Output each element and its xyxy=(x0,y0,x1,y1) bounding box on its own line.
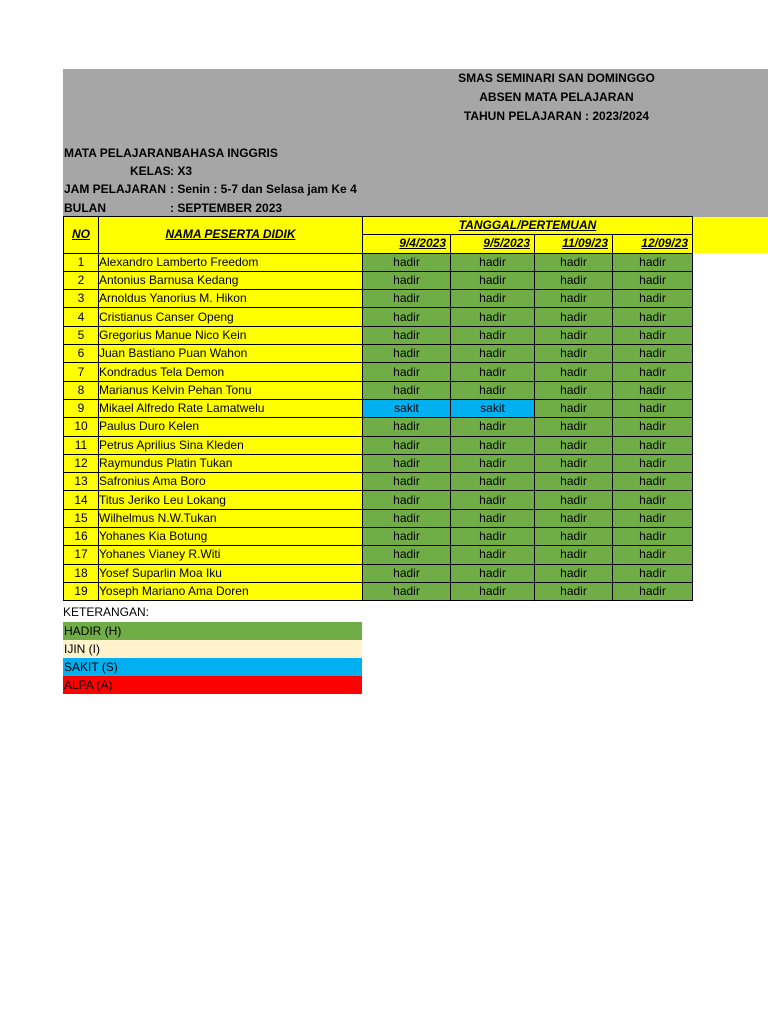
student-name: Yohanes Kia Botung xyxy=(99,528,363,546)
row-number: 6 xyxy=(64,345,99,363)
attendance-status-cell: hadir xyxy=(363,546,451,564)
attendance-status-cell: hadir xyxy=(535,473,613,491)
subject-label: MATA PELAJARAN : xyxy=(64,146,181,160)
attendance-status-cell: hadir xyxy=(363,528,451,546)
subject-value: BAHASA INGGRIS xyxy=(173,146,278,160)
student-name: Safronius Ama Boro xyxy=(99,473,363,491)
row-number: 11 xyxy=(64,436,99,454)
attendance-status-cell: hadir xyxy=(451,363,535,381)
legend-item: IJIN (I) xyxy=(63,640,362,658)
table-row xyxy=(64,582,693,600)
attendance-status-cell: hadir xyxy=(451,491,535,509)
attendance-status-cell: hadir xyxy=(535,546,613,564)
row-number: 7 xyxy=(64,363,99,381)
attendance-status-cell: hadir xyxy=(363,473,451,491)
attendance-status-cell: hadir xyxy=(613,345,693,363)
attendance-table xyxy=(63,216,693,601)
student-name: Titus Jeriko Leu Lokang xyxy=(99,491,363,509)
attendance-status-cell: hadir xyxy=(451,290,535,308)
attendance-status-cell: hadir xyxy=(535,399,613,417)
attendance-status-cell: hadir xyxy=(535,454,613,472)
attendance-status-cell: hadir xyxy=(535,326,613,344)
student-name: Antonius Barnusa Kedang xyxy=(99,271,363,289)
hours-value: : Senin : 5-7 dan Selasa jam Ke 4 xyxy=(170,182,357,196)
attendance-status-cell: hadir xyxy=(451,381,535,399)
attendance-status-cell: hadir xyxy=(535,271,613,289)
attendance-status-cell: hadir xyxy=(613,290,693,308)
attendance-rows xyxy=(64,253,693,601)
attendance-status-cell: hadir xyxy=(363,345,451,363)
attendance-status-cell: hadir xyxy=(535,290,613,308)
table-row xyxy=(64,546,693,564)
attendance-status-cell: hadir xyxy=(613,491,693,509)
row-number: 16 xyxy=(64,528,99,546)
document-title: ABSEN MATA PELAJARAN xyxy=(479,90,634,104)
attendance-status-cell: hadir xyxy=(535,582,613,600)
school-name: SMAS SEMINARI SAN DOMINGGO xyxy=(458,71,655,85)
date-header-2: 9/5/2023 xyxy=(451,235,535,253)
class-label: KELAS xyxy=(130,164,171,178)
table-row xyxy=(64,345,693,363)
attendance-status-cell: hadir xyxy=(451,564,535,582)
attendance-status-cell: hadir xyxy=(613,454,693,472)
attendance-status-cell: hadir xyxy=(363,564,451,582)
table-row xyxy=(64,454,693,472)
row-number: 2 xyxy=(64,271,99,289)
student-name: Arnoldus Yanorius M. Hikon xyxy=(99,290,363,308)
attendance-status-cell: hadir xyxy=(363,290,451,308)
attendance-status-cell: hadir xyxy=(363,381,451,399)
row-number: 15 xyxy=(64,509,99,527)
attendance-status-cell: hadir xyxy=(363,363,451,381)
academic-year: TAHUN PELAJARAN : 2023/2024 xyxy=(463,109,650,123)
student-name: Paulus Duro Kelen xyxy=(99,418,363,436)
student-name: Juan Bastiano Puan Wahon xyxy=(99,345,363,363)
student-name: Cristianus Canser Openg xyxy=(99,308,363,326)
attendance-status-cell: hadir xyxy=(363,436,451,454)
attendance-status-cell: hadir xyxy=(535,436,613,454)
student-name: Raymundus Platin Tukan xyxy=(99,454,363,472)
attendance-status-cell: hadir xyxy=(535,491,613,509)
attendance-status-cell: hadir xyxy=(451,345,535,363)
month-label: BULAN xyxy=(64,201,106,215)
table-row xyxy=(64,363,693,381)
attendance-status-cell: hadir xyxy=(613,564,693,582)
attendance-status-cell: hadir xyxy=(535,564,613,582)
column-header-name: NAMA PESERTA DIDIK xyxy=(99,217,363,254)
table-row xyxy=(64,271,693,289)
attendance-status-cell: hadir xyxy=(451,473,535,491)
student-name: Mikael Alfredo Rate Lamatwelu xyxy=(99,399,363,417)
attendance-status-cell: hadir xyxy=(613,436,693,454)
attendance-status-cell: hadir xyxy=(613,326,693,344)
attendance-status-cell: hadir xyxy=(535,509,613,527)
attendance-status-cell: hadir xyxy=(363,271,451,289)
row-number: 9 xyxy=(64,399,99,417)
attendance-status-cell: hadir xyxy=(613,271,693,289)
table-row xyxy=(64,326,693,344)
row-number: 4 xyxy=(64,308,99,326)
column-header-dates-group: TANGGAL/PERTEMUAN xyxy=(363,217,693,235)
table-row xyxy=(64,253,693,271)
attendance-status-cell: hadir xyxy=(613,528,693,546)
attendance-status-cell: hadir xyxy=(613,546,693,564)
attendance-status-cell: hadir xyxy=(451,253,535,271)
header-fill-tail xyxy=(693,217,768,253)
student-name: Wilhelmus N.W.Tukan xyxy=(99,509,363,527)
student-name: Kondradus Tela Demon xyxy=(99,363,363,381)
attendance-status-cell: hadir xyxy=(535,418,613,436)
attendance-status-cell: hadir xyxy=(613,308,693,326)
attendance-status-cell: sakit xyxy=(363,399,451,417)
table-row xyxy=(64,491,693,509)
attendance-status-cell: hadir xyxy=(613,363,693,381)
table-row xyxy=(64,381,693,399)
table-row xyxy=(64,290,693,308)
student-name: Marianus Kelvin Pehan Tonu xyxy=(99,381,363,399)
table-row xyxy=(64,528,693,546)
row-number: 12 xyxy=(64,454,99,472)
attendance-status-cell: hadir xyxy=(535,363,613,381)
attendance-status-cell: hadir xyxy=(613,509,693,527)
table-row xyxy=(64,418,693,436)
attendance-status-cell: hadir xyxy=(613,399,693,417)
attendance-status-cell: hadir xyxy=(613,253,693,271)
row-number: 1 xyxy=(64,253,99,271)
row-number: 19 xyxy=(64,582,99,600)
legend-item: HADIR (H) xyxy=(63,622,362,640)
hours-label: JAM PELAJARAN xyxy=(64,182,167,196)
attendance-status-cell: hadir xyxy=(363,509,451,527)
attendance-status-cell: hadir xyxy=(451,454,535,472)
student-name: Yohanes Vianey R.Witi xyxy=(99,546,363,564)
student-name: Petrus Aprilius Sina Kleden xyxy=(99,436,363,454)
table-row xyxy=(64,473,693,491)
date-header-4: 12/09/23 xyxy=(613,235,693,253)
month-value: : SEPTEMBER 2023 xyxy=(170,201,283,215)
row-number: 10 xyxy=(64,418,99,436)
student-name: Gregorius Manue Nico Kein xyxy=(99,326,363,344)
date-header-1: 9/4/2023 xyxy=(363,235,451,253)
attendance-status-cell: hadir xyxy=(451,436,535,454)
attendance-status-cell: hadir xyxy=(451,308,535,326)
class-value: : X3 xyxy=(170,164,193,178)
row-number: 5 xyxy=(64,326,99,344)
legend-item: ALPA (A) xyxy=(63,676,362,694)
attendance-status-cell: hadir xyxy=(451,326,535,344)
table-row xyxy=(64,399,693,417)
attendance-status-cell: hadir xyxy=(613,473,693,491)
attendance-status-cell: hadir xyxy=(451,582,535,600)
student-name: Yosef Suparlin Moa Iku xyxy=(99,564,363,582)
row-number: 17 xyxy=(64,546,99,564)
student-name: Alexandro Lamberto Freedom xyxy=(99,253,363,271)
row-number: 14 xyxy=(64,491,99,509)
row-number: 8 xyxy=(64,381,99,399)
column-header-no: NO xyxy=(64,217,99,254)
table-row xyxy=(64,308,693,326)
table-row xyxy=(64,509,693,527)
attendance-status-cell: hadir xyxy=(451,528,535,546)
row-number: 13 xyxy=(64,473,99,491)
attendance-status-cell: hadir xyxy=(535,253,613,271)
attendance-status-cell: hadir xyxy=(535,308,613,326)
attendance-status-cell: hadir xyxy=(613,582,693,600)
attendance-status-cell: hadir xyxy=(363,253,451,271)
legend-title: KETERANGAN: xyxy=(63,605,150,619)
attendance-status-cell: hadir xyxy=(535,345,613,363)
attendance-status-cell: hadir xyxy=(363,454,451,472)
attendance-status-cell: hadir xyxy=(535,528,613,546)
attendance-status-cell: hadir xyxy=(613,381,693,399)
attendance-status-cell: hadir xyxy=(535,381,613,399)
attendance-status-cell: hadir xyxy=(451,546,535,564)
table-row xyxy=(64,564,693,582)
table-row xyxy=(64,436,693,454)
attendance-status-cell: hadir xyxy=(363,491,451,509)
row-number: 18 xyxy=(64,564,99,582)
attendance-status-cell: hadir xyxy=(363,326,451,344)
legend-item: SAKIT (S) xyxy=(63,658,362,676)
attendance-status-cell: hadir xyxy=(363,308,451,326)
attendance-status-cell: hadir xyxy=(613,418,693,436)
row-number: 3 xyxy=(64,290,99,308)
attendance-status-cell: sakit xyxy=(451,399,535,417)
attendance-status-cell: hadir xyxy=(451,418,535,436)
attendance-status-cell: hadir xyxy=(451,271,535,289)
date-header-3: 11/09/23 xyxy=(535,235,613,253)
attendance-status-cell: hadir xyxy=(363,418,451,436)
student-name: Yoseph Mariano Ama Doren xyxy=(99,582,363,600)
attendance-status-cell: hadir xyxy=(363,582,451,600)
attendance-status-cell: hadir xyxy=(451,509,535,527)
